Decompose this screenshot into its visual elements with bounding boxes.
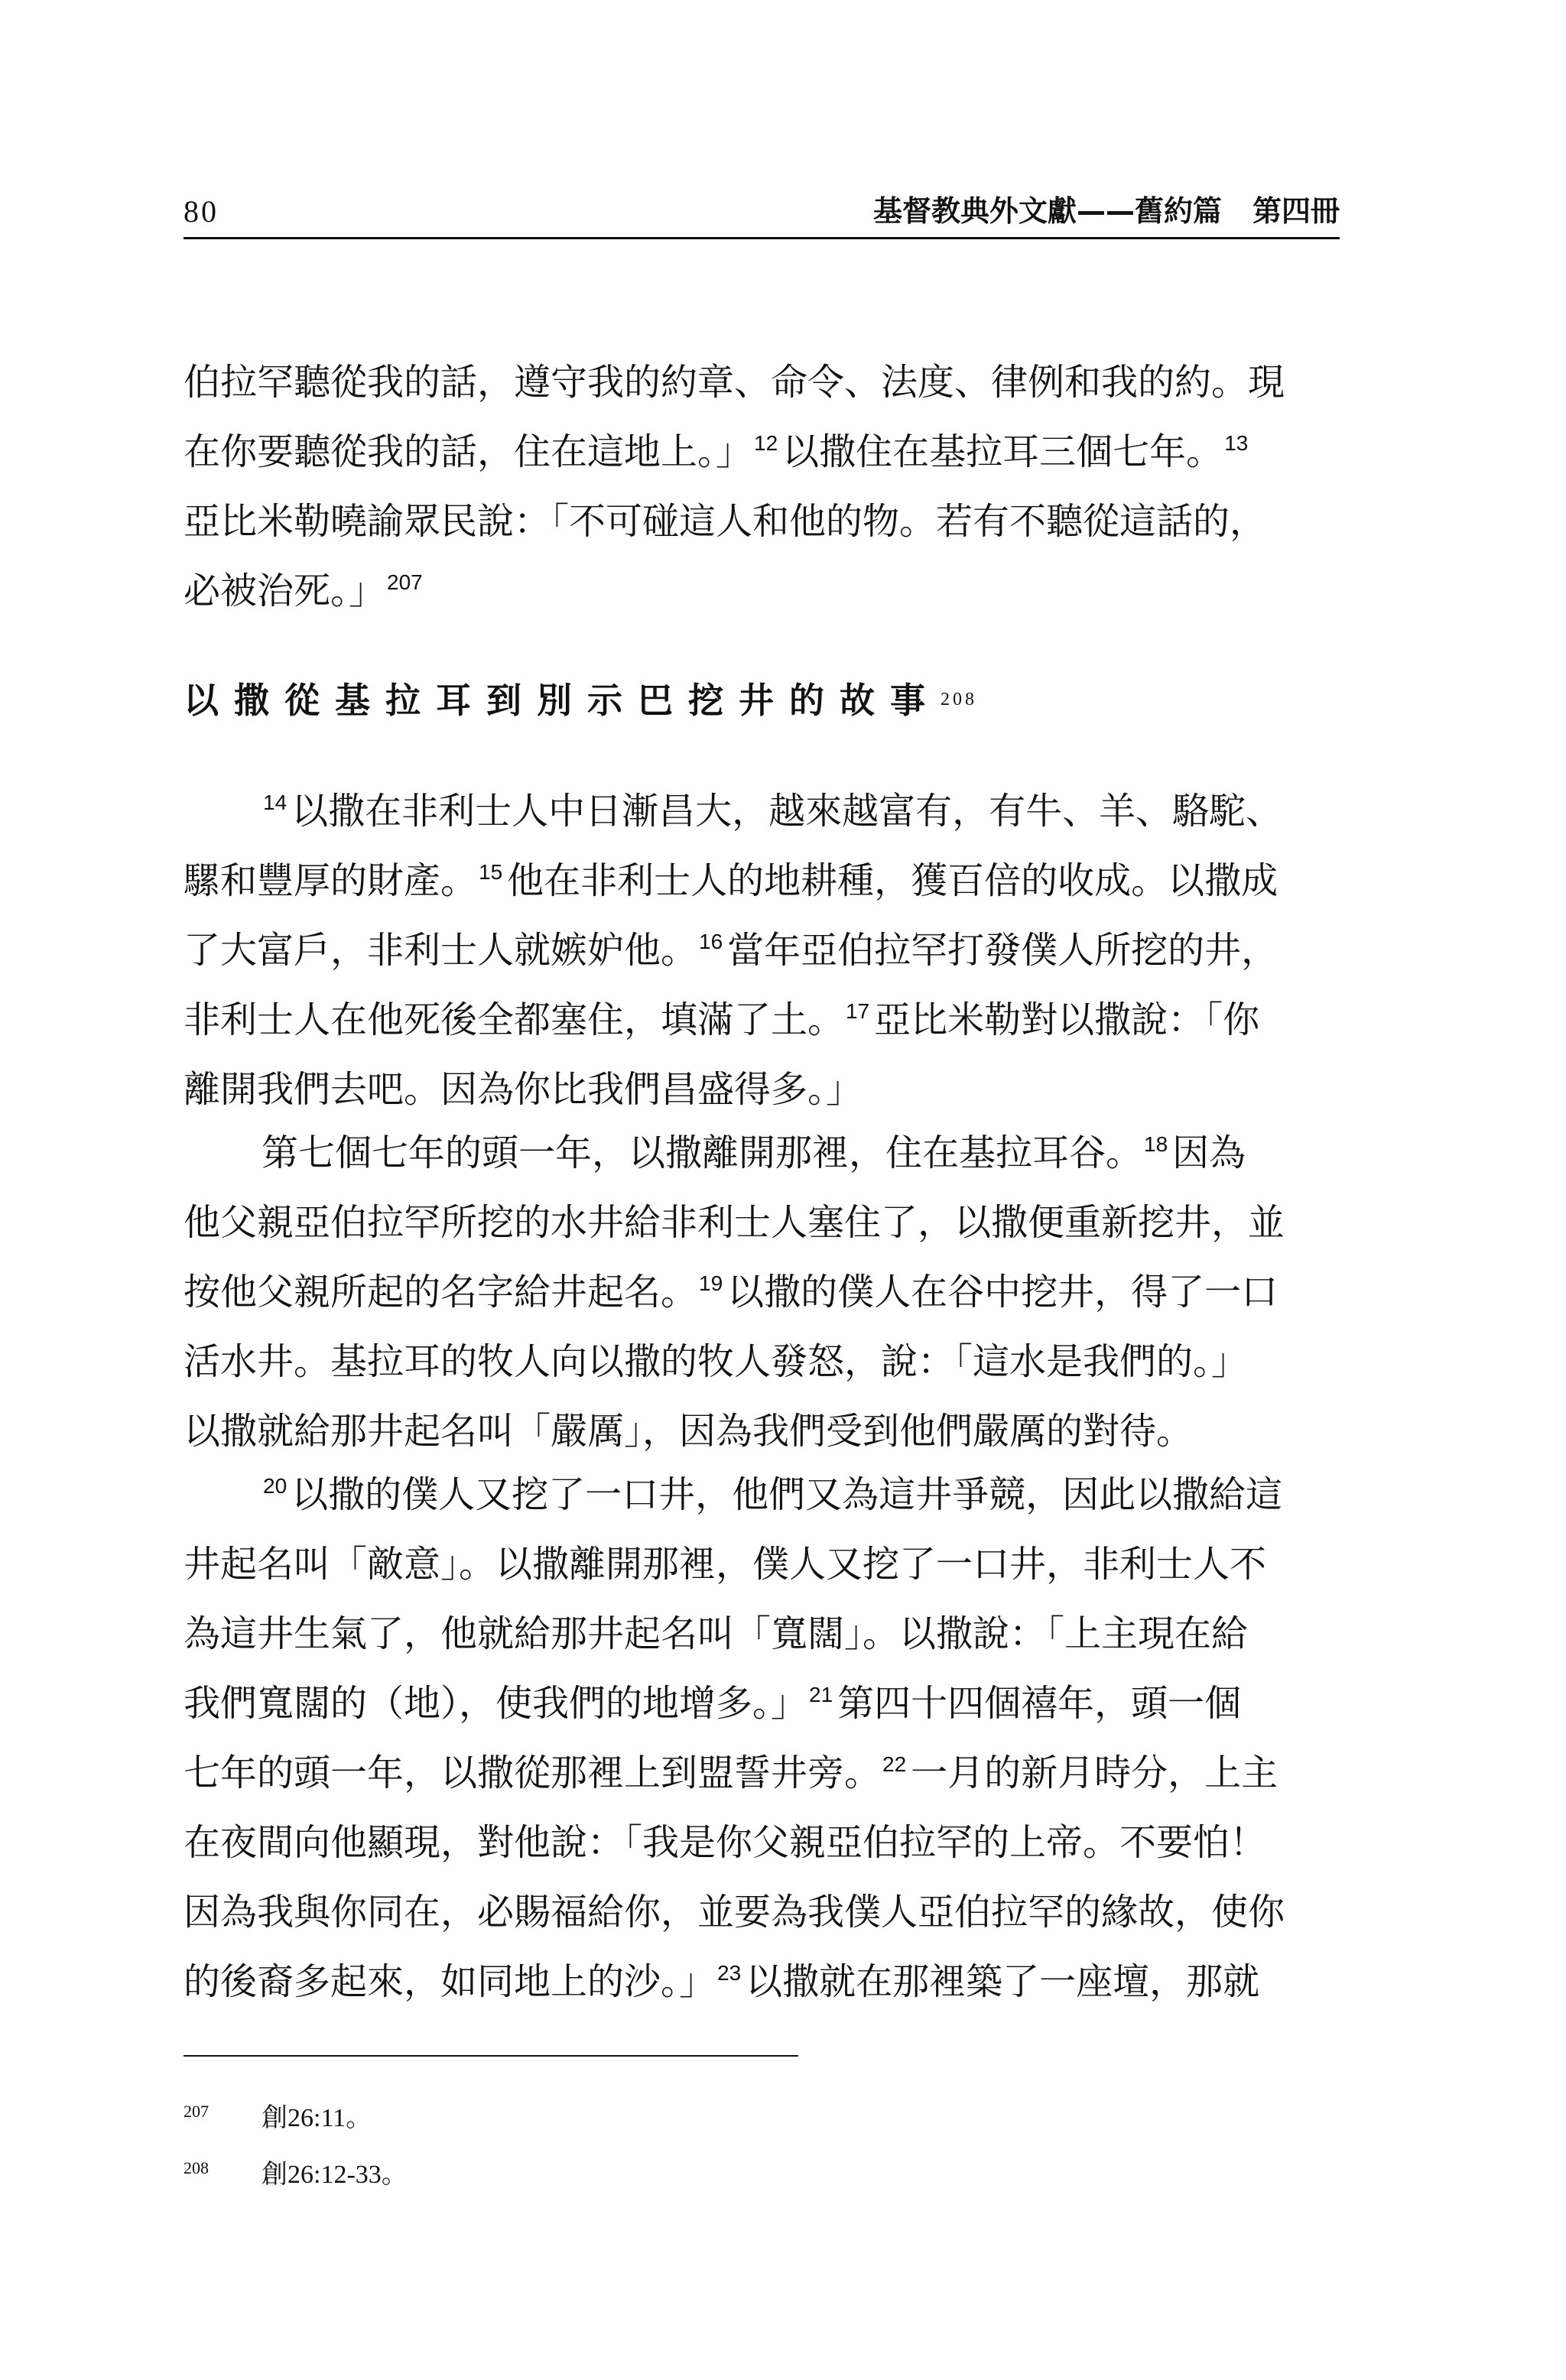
verse-number: 12 <box>754 431 778 455</box>
footnote <box>184 2153 408 2190</box>
text-line: 因為我與你同在，必賜福給你，並要為我僕人亞伯拉罕的緣故，使你 <box>184 1891 1285 1934</box>
section-heading <box>184 673 977 723</box>
text-run: 我們寬闊的（地），使我們的地增多。」 <box>184 1682 808 1725</box>
paragraph-continuation <box>184 348 1346 626</box>
footnote-reference: 208 <box>941 690 977 709</box>
volume-label: 第四冊 <box>1252 194 1340 228</box>
text-run: 的後裔多起來，如同地上的沙。」 <box>184 1960 716 2003</box>
text-line: 他父親亞伯拉罕所挖的水井給非利士人塞住了，以撒便重新挖井，並 <box>184 1201 1285 1244</box>
text-line <box>184 1119 1346 1188</box>
footnote-number: 208 <box>184 2158 209 2177</box>
footnote <box>184 2096 372 2134</box>
book-title-text: 基督教典外文獻——舊約篇 <box>872 194 1222 228</box>
book-title <box>873 187 1340 229</box>
text-run: 七年的頭一年，以撒從那裡上到盟誓井旁。 <box>184 1752 882 1794</box>
text-run: 必被治死。」 <box>184 570 386 612</box>
footnote-text: 創26:11。 <box>262 2104 372 2132</box>
text-line: 亞比米勒曉諭眾民說：「不可碰這人和他的物。若有不聽從這話的， <box>184 500 1267 543</box>
footnote-number: 207 <box>184 2102 209 2121</box>
text-line <box>184 1739 1346 1808</box>
verse-number: 14 <box>263 791 288 814</box>
text-line: 伯拉罕聽從我的話，遵守我的約章、命令、法度、律例和我的約。現 <box>184 361 1285 404</box>
text-line <box>184 846 1346 916</box>
verse-number: 21 <box>809 1683 833 1706</box>
section-heading-text: 以撒從基拉耳到別示巴挖井的故事 <box>184 680 941 721</box>
text-run: 騾和豐厚的財產。 <box>184 859 478 902</box>
text-line: 為這井生氣了，他就給那井起名叫「寬闊」。以撒說：「上主現在給 <box>184 1612 1249 1655</box>
verse-number: 20 <box>263 1474 288 1498</box>
text-line: 活水井。基拉耳的牧人向以撒的牧人發怒，說：「這水是我們的。」 <box>184 1340 1249 1383</box>
footnote-reference: 207 <box>387 570 423 594</box>
text-line <box>184 1258 1346 1327</box>
text-line <box>184 1460 1346 1530</box>
text-run: 他在非利士人的地耕種，獲百倍的收成。以撒成 <box>507 859 1278 902</box>
text-run: 亞比米勒對以撒說：「你 <box>874 998 1260 1041</box>
paragraph-2 <box>184 777 1346 1125</box>
text-line <box>184 417 1346 487</box>
text-run: 按他父親所起的名字給井起名。 <box>184 1271 698 1313</box>
text-run: 以撒就在那裡築了一座壇，那就 <box>746 1960 1260 2003</box>
text-line <box>184 1947 1346 2017</box>
page-number: 80 <box>184 194 219 229</box>
text-run: 以撒住在基拉耳三個七年。 <box>782 430 1223 473</box>
text-run: 第四十四個禧年，頭一個 <box>837 1682 1242 1725</box>
running-head <box>184 191 1340 239</box>
text-line: 以撒就給那井起名叫「嚴厲」，因為我們受到他們嚴厲的對待。 <box>184 1410 1194 1453</box>
text-run: 因為 <box>1172 1132 1246 1174</box>
text-line <box>184 777 1346 846</box>
verse-number: 18 <box>1144 1132 1168 1156</box>
text-run: 了大富戶，非利士人就嫉妒他。 <box>184 929 698 972</box>
text-line: 在夜間向他顯現，對他說：「我是你父親亞伯拉罕的上帝。不要怕！ <box>184 1821 1267 1864</box>
text-run: 以撒的僕人又挖了一口井，他們又為這井爭競，因此以撒給這 <box>291 1473 1283 1516</box>
verse-number: 16 <box>699 930 723 953</box>
paragraph-3 <box>184 1119 1346 1466</box>
text-run: 在你要聽從我的話，住在這地上。」 <box>184 430 753 473</box>
verse-number: 17 <box>846 999 870 1023</box>
text-run: 一月的新月時分，上主 <box>911 1752 1278 1794</box>
paragraph-4 <box>184 1460 1346 2017</box>
verse-number: 23 <box>717 1961 742 1985</box>
verse-number: 15 <box>479 860 503 884</box>
text-run: 以撒在非利士人中日漸昌大，越來越富有，有牛、羊、駱駝、 <box>291 790 1283 833</box>
verse-number: 19 <box>699 1271 723 1295</box>
verse-number: 22 <box>882 1752 907 1776</box>
text-line <box>184 557 1346 626</box>
text-line <box>184 1669 1346 1739</box>
text-run: 第七個七年的頭一年，以撒離開那裡，住在基拉耳谷。 <box>262 1132 1143 1174</box>
footnote-divider <box>184 2055 798 2057</box>
verse-number: 13 <box>1224 431 1249 455</box>
text-line <box>184 916 1346 985</box>
text-run: 以撒的僕人在谷中挖井，得了一口 <box>727 1271 1278 1313</box>
footnote-text: 創26:12-33。 <box>262 2161 408 2189</box>
text-line: 井起名叫「敵意」。以撒離開那裡，僕人又挖了一口井，非利士人不 <box>184 1543 1267 1586</box>
text-line <box>184 985 1346 1055</box>
text-run: 非利士人在他死後全都塞住，填滿了土。 <box>184 998 845 1041</box>
text-line: 離開我們去吧。因為你比我們昌盛得多。」 <box>184 1068 863 1111</box>
text-run: 當年亞伯拉罕打發僕人所挖的井， <box>727 929 1278 972</box>
